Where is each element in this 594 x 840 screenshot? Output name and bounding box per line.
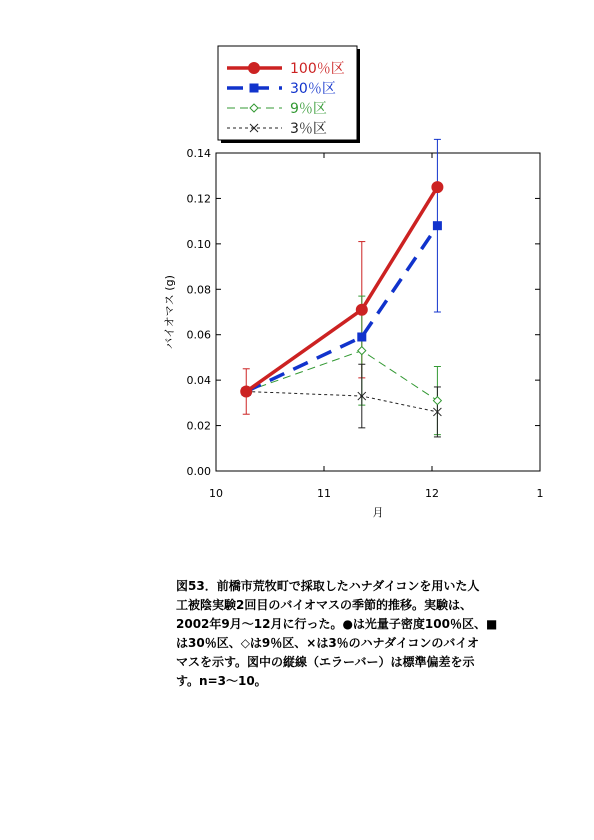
series-open-diamond: [242, 347, 441, 405]
y-tick-label: 0.14: [186, 147, 211, 160]
y-tick-label: 0.02: [186, 419, 211, 433]
x-tick-label: 12: [425, 487, 439, 500]
legend-label: 3％区: [290, 121, 327, 137]
series-line: [246, 187, 437, 391]
legend: [218, 46, 360, 143]
figure-caption: 図53．前橋市荒牧町で採取したハナダイコンを用いた人 工被陰実験2回目のバイオマスの季節的推移。実験は、 2002年9月～12月に行った。●は光量子密度100％区、■ は30％区、◇は9％区、×は3％のハナダイコンのバイオ マスを示す。図中の縦線（エラーバー）は標準偏差を示 す。n=3～10。: [176, 579, 498, 688]
series-layer: [241, 139, 443, 437]
legend-marker: [250, 84, 259, 93]
data-point: [433, 221, 442, 230]
legend-label: 9％区: [290, 101, 327, 117]
legend-marker: [249, 63, 260, 74]
y-axis-label: バイオマス (g): [163, 275, 176, 349]
legend-label: 100％区: [290, 61, 345, 77]
x-tick-label: 1: [536, 487, 544, 500]
series-line: [246, 392, 437, 412]
data-point: [433, 397, 441, 405]
y-tick-label: 0.10: [186, 237, 211, 251]
x-tick-label: 11: [317, 487, 331, 500]
y-tick-label: 0.12: [186, 192, 211, 206]
data-point: [358, 347, 366, 355]
data-point: [356, 304, 367, 315]
data-point: [357, 332, 366, 341]
y-tick-label: 0.06: [186, 328, 211, 342]
x-axis-label: 月: [372, 506, 384, 519]
legend-label: 30％区: [290, 81, 336, 97]
y-tick-label: 0.04: [186, 374, 211, 388]
data-point: [432, 182, 443, 193]
series-x: [242, 388, 441, 416]
y-tick-label: 0.00: [186, 465, 211, 478]
x-tick-label: 10: [209, 487, 223, 500]
series-filled-square: [242, 221, 442, 396]
series-filled-circle: [241, 182, 443, 397]
series-line: [246, 226, 437, 392]
series-line: [246, 351, 437, 401]
y-tick-label: 0.08: [186, 283, 211, 297]
data-point: [241, 386, 252, 397]
axes: [187, 147, 544, 500]
